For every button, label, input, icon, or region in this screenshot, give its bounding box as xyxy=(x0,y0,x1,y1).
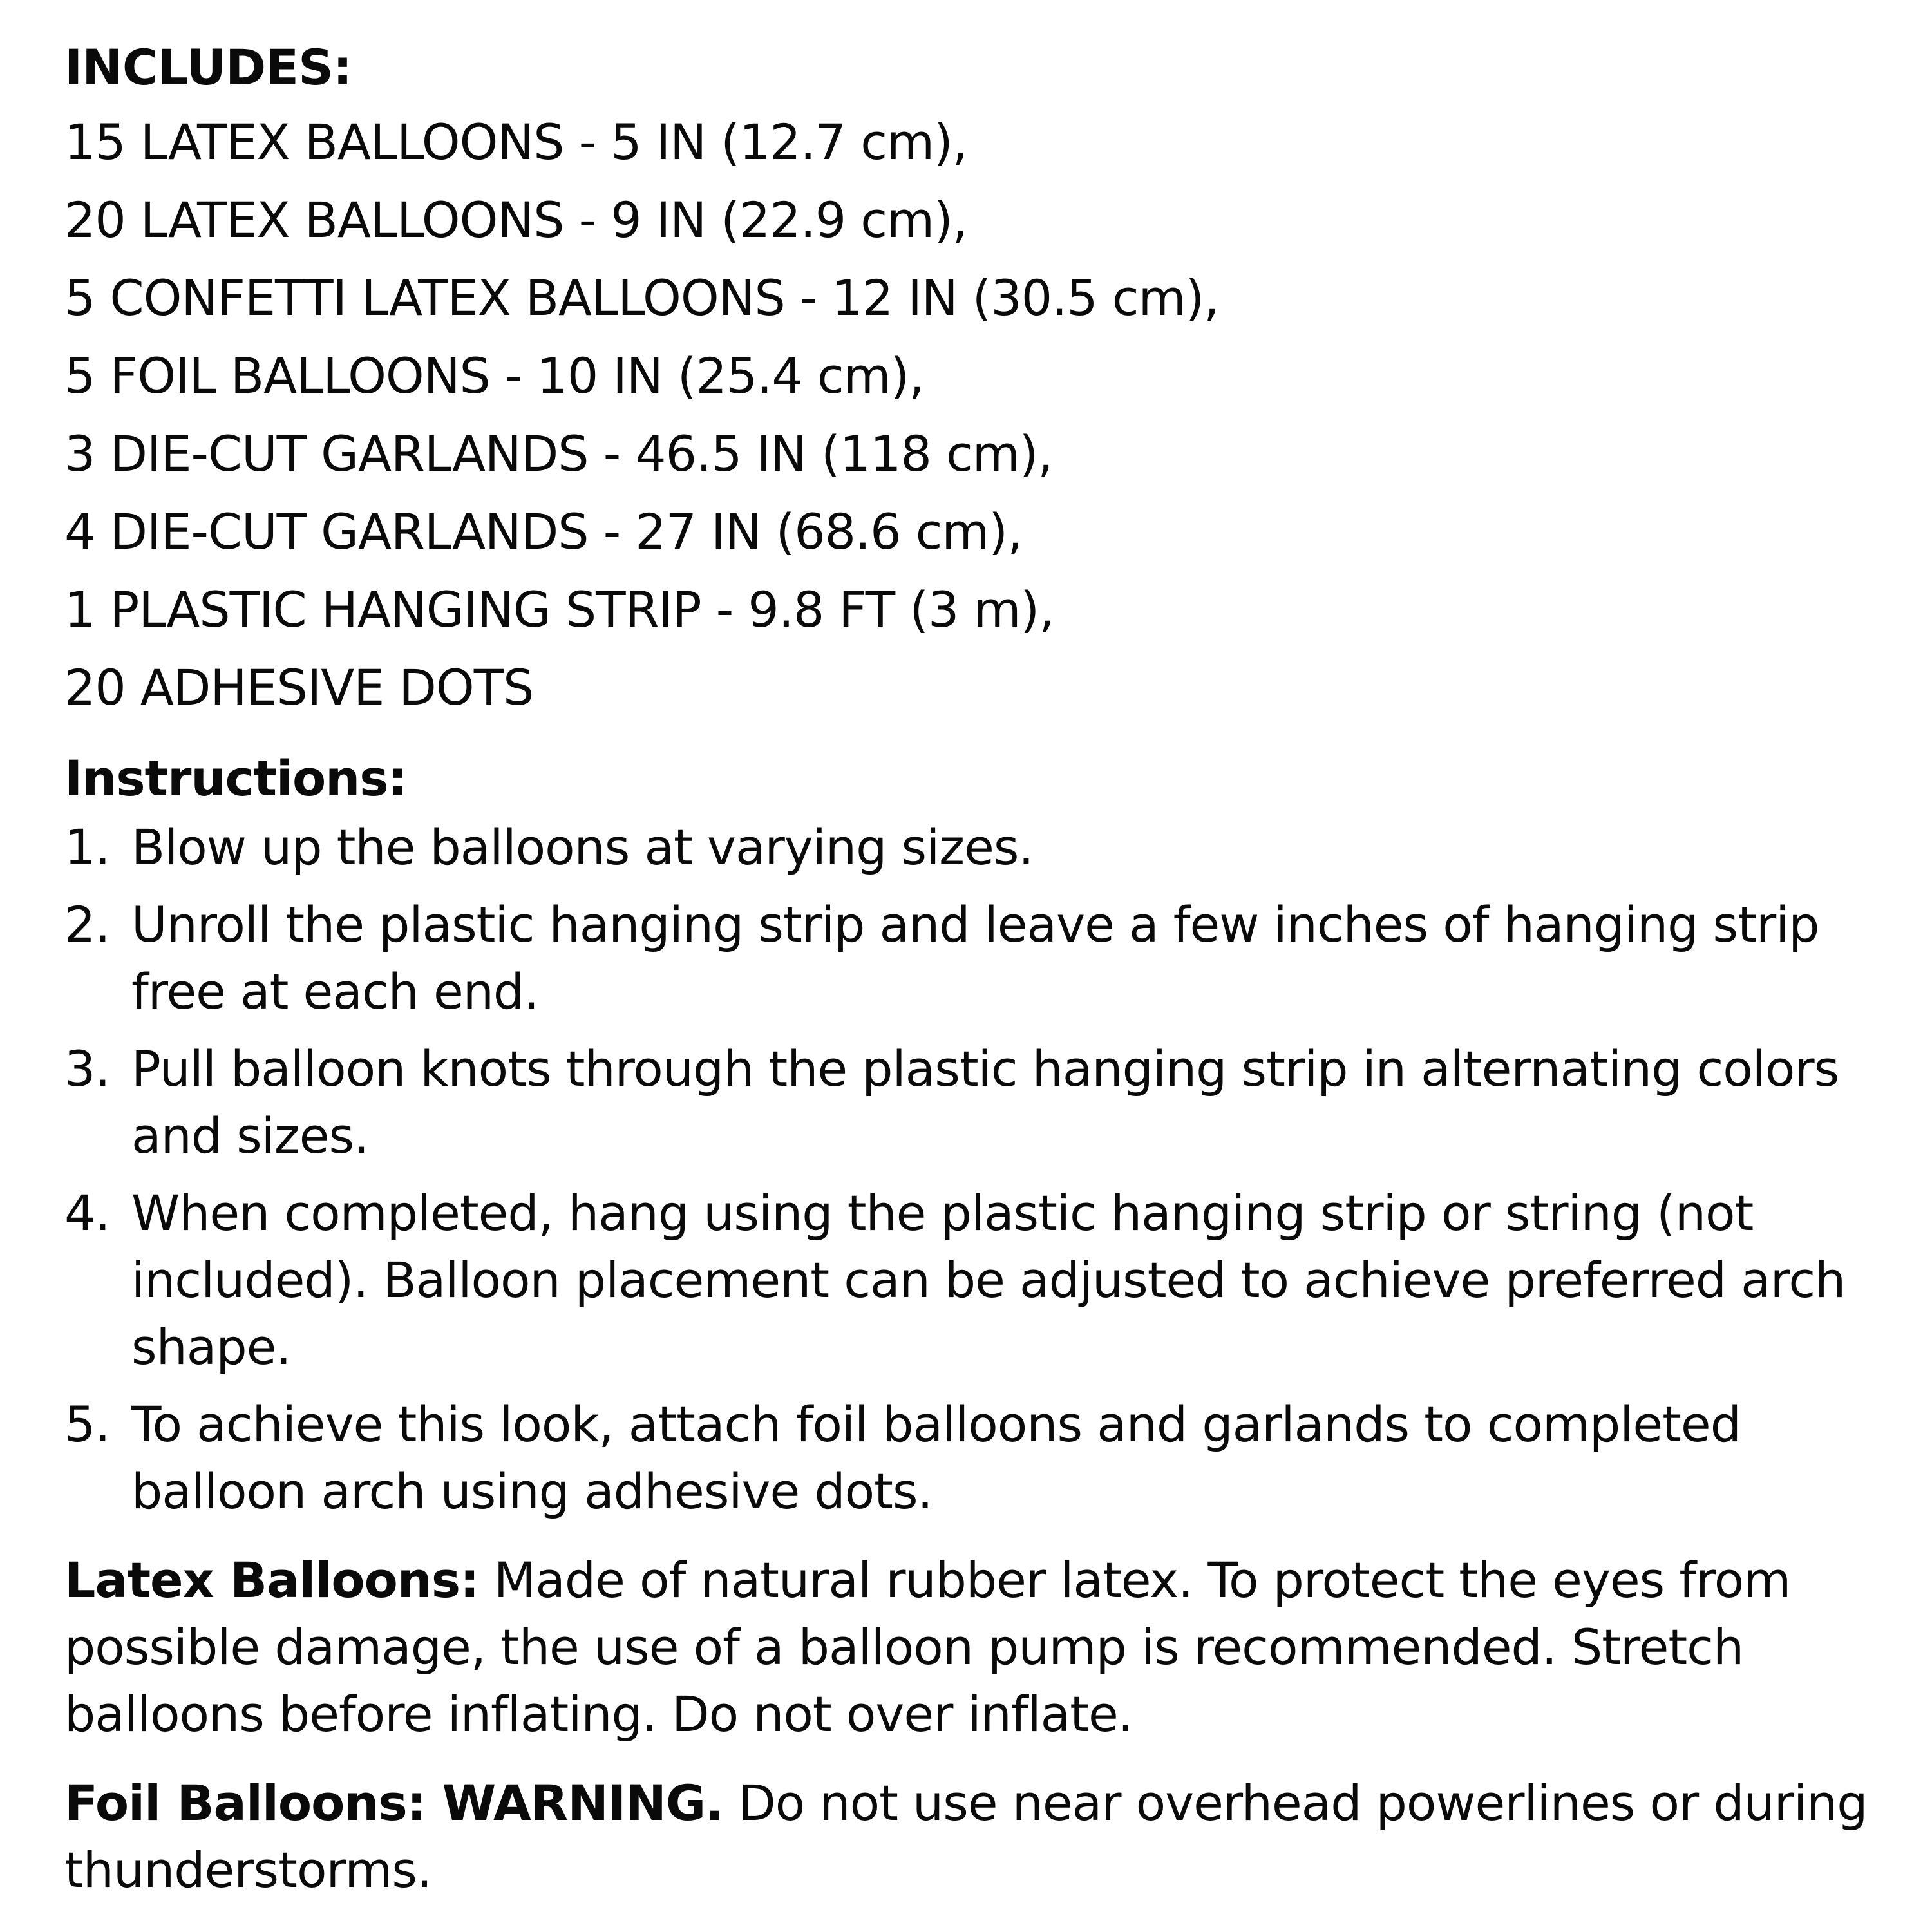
foil-balloons-warning xyxy=(64,1770,1906,1904)
step-text: Pull balloon knots through the plastic hanging strip in alternating colors and sizes. xyxy=(131,1040,1839,1164)
includes-item: 20 ADHESIVE DOTS xyxy=(64,659,534,716)
includes-item: 4 DIE-CUT GARLANDS - 27 IN (68.6 cm), xyxy=(64,503,1023,560)
instructions-heading: Instructions: xyxy=(64,750,407,807)
step-text: Blow up the balloons at varying sizes. xyxy=(131,819,1034,876)
includes-item: 1 PLASTIC HANGING STRIP - 9.8 FT (3 m), xyxy=(64,581,1054,638)
foil-balloons-label: Foil Balloons: WARNING. xyxy=(64,1774,724,1832)
instruction-sheet xyxy=(64,32,1906,1904)
includes-item: 20 LATEX BALLOONS - 9 IN (22.9 cm), xyxy=(64,191,967,249)
instruction-step xyxy=(64,1180,1906,1381)
step-number: 3. xyxy=(64,1040,110,1097)
step-text: Unroll the plastic hanging strip and leave a few inches of hanging strip free at each end. xyxy=(131,896,1819,1020)
includes-list xyxy=(64,103,1906,726)
includes-item: 15 LATEX BALLOONS - 5 IN (12.7 cm), xyxy=(64,113,967,171)
includes-item: 3 DIE-CUT GARLANDS - 46.5 IN (118 cm), xyxy=(64,425,1053,482)
instruction-step xyxy=(64,814,1906,881)
includes-item: 5 FOIL BALLOONS - 10 IN (25.4 cm), xyxy=(64,347,924,404)
step-number: 2. xyxy=(64,896,110,953)
instructions-steps xyxy=(64,814,1906,1525)
instruction-step xyxy=(64,1391,1906,1525)
latex-balloons-label: Latex Balloons: xyxy=(64,1551,479,1609)
step-text: When completed, hang using the plastic hanging strip or string (not included). Balloon placement can be adjusted to achieve preferred arch shape. xyxy=(131,1184,1846,1376)
step-number: 1. xyxy=(64,819,110,876)
includes-item: 5 CONFETTI LATEX BALLOONS - 12 IN (30.5 cm), xyxy=(64,269,1219,327)
latex-balloons-note xyxy=(64,1547,1906,1748)
instruction-step xyxy=(64,891,1906,1025)
latex-balloons-text: Made of natural rubber latex. To protect the eyes from possible damage, the use of a balloon pump is recommended. Stretch balloons before inflating. Do not over inflate. xyxy=(64,1551,1791,1743)
includes-heading: INCLUDES: xyxy=(64,39,352,96)
step-number: 5. xyxy=(64,1396,110,1453)
step-text: To achieve this look, attach foil balloons and garlands to completed balloon arch using adhesive dots. xyxy=(131,1396,1741,1520)
step-number: 4. xyxy=(64,1184,110,1242)
instruction-step xyxy=(64,1036,1906,1170)
foil-balloons-text: Do not use near overhead powerlines or during thunderstorms. xyxy=(64,1774,1868,1899)
